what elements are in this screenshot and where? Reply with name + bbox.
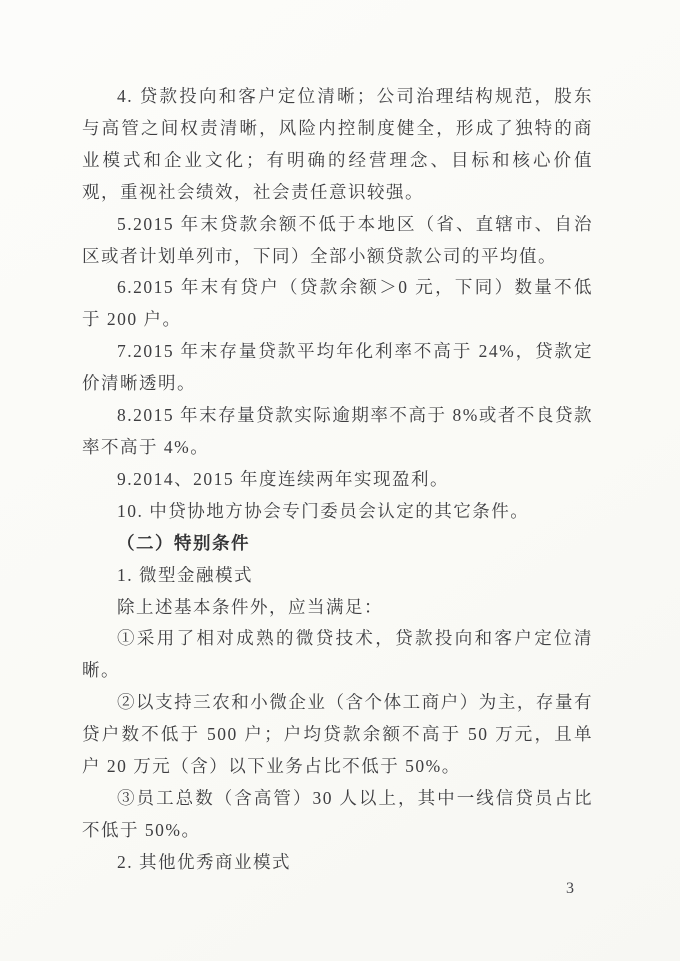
clause-4: 4. 贷款投向和客户定位清晰；公司治理结构规范，股东与高管之间权责清晰，风险内控制度健全，形成了独特的商业模式和企业文化；有明确的经营理念、目标和核心价值观，重视社会绩效，社会责任意识较强。 — [82, 86, 593, 202]
document-text-block — [82, 81, 593, 879]
intro-besides-basic-conditions: 除上述基本条件外，应当满足： — [117, 596, 383, 617]
page-number: 3 — [566, 880, 574, 897]
clause-7: 7.2015 年末存量贷款平均年化利率不高于 24%，贷款定价清晰透明。 — [82, 341, 593, 394]
circled-item-3: ③员工总数（含高管）30 人以上，其中一线信贷员占比不低于 50%。 — [82, 787, 593, 840]
clause-5: 5.2015 年末贷款余额不低于本地区（省、直辖市、自治区或者计划单列市，下同）全部小额贷款公司的平均值。 — [82, 213, 593, 266]
item-other-business-model: 2. 其他优秀商业模式 — [117, 851, 291, 872]
clause-8: 8.2015 年末存量贷款实际逾期率不高于 8%或者不良贷款率不高于 4%。 — [82, 405, 593, 457]
clause-6: 6.2015 年末有贷户（贷款余额＞0 元，下同）数量不低于 200 户。 — [82, 277, 593, 330]
item-micro-finance-model: 1. 微型金融模式 — [117, 564, 253, 585]
clause-10: 10. 中贷协地方协会专门委员会认定的其它条件。 — [117, 500, 530, 521]
circled-item-2: ②以支持三农和小微企业（含个体工商户）为主，存量有贷户数不低于 500 户；户均贷款余额不高于 50 万元，且单户 20 万元（含）以下业务占比不低于 50%。 — [82, 692, 593, 777]
section-heading-special-conditions: （二）特别条件 — [117, 532, 250, 553]
clause-9: 9.2014、2015 年度连续两年实现盈利。 — [117, 468, 449, 489]
circled-item-1: ①采用了相对成熟的微贷技术，贷款投向和客户定位清晰。 — [82, 628, 593, 681]
